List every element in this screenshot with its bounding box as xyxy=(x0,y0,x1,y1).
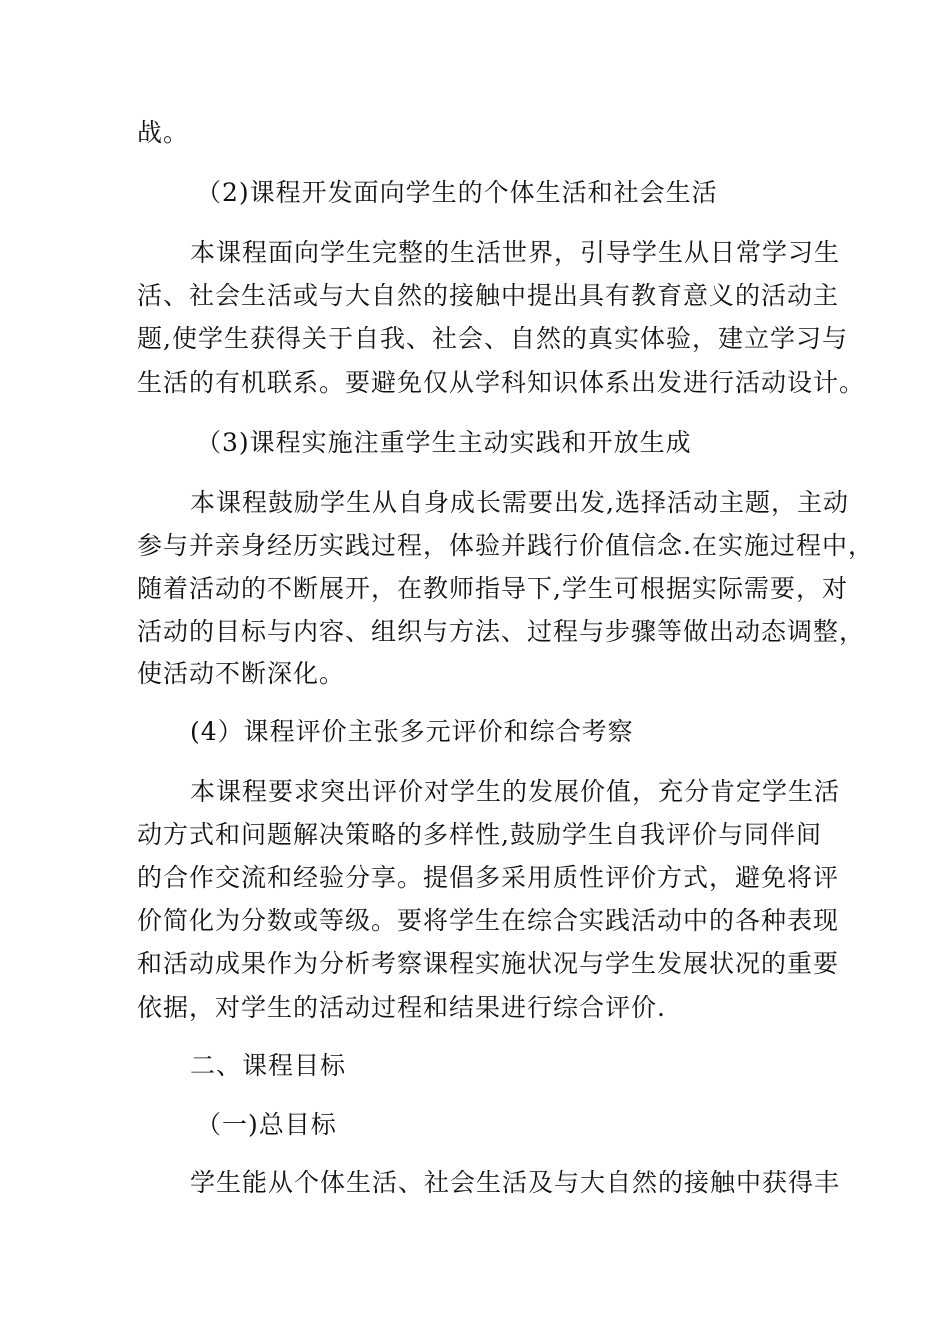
text-line: 依据，对学生的活动过程和结果进行综合评价. xyxy=(137,993,666,1022)
text-line: 生活的有机联系。要避免仅从学科知识体系出发进行活动设计。 xyxy=(137,368,866,397)
text-line: 战。 xyxy=(137,118,190,147)
chapter-heading: 二、课程目标 xyxy=(190,1051,347,1080)
text-line: 价简化为分数或等级。要将学生在综合实践活动中的各种表现 xyxy=(137,906,840,935)
text-line: 本课程鼓励学生从自身成长需要出发,选择活动主题，主动 xyxy=(190,488,849,517)
text-line: 使活动不断深化。 xyxy=(137,659,346,688)
section-heading-3: （3)课程实施注重学生主动实践和开放生成 xyxy=(196,428,692,457)
subsection-heading: （一)总目标 xyxy=(196,1110,337,1139)
text-line: 和活动成果作为分析考察课程实施状况与学生发展状况的重要 xyxy=(137,949,840,978)
text-line: 随着活动的不断展开，在教师指导下,学生可根据实际需要，对 xyxy=(137,574,848,603)
section-heading-4: (4）课程评价主张多元评价和综合考察 xyxy=(190,717,634,746)
text-line: 参与并亲身经历实践过程，体验并践行价值信念.在实施过程中， xyxy=(137,531,874,560)
text-line: 学生能从个体生活、社会生活及与大自然的接触中获得丰 xyxy=(190,1168,841,1197)
text-line: 动方式和问题解决策略的多样性,鼓励学生自我评价与同伴间 xyxy=(137,820,822,849)
text-line: 活动的目标与内容、组织与方法、过程与步骤等做出动态调整， xyxy=(137,617,866,646)
text-line: 题,使学生获得关于自我、社会、自然的真实体验，建立学习与 xyxy=(137,324,848,353)
text-line: 本课程面向学生完整的生活世界，引导学生从日常学习生 xyxy=(190,238,841,267)
section-heading-2: （2)课程开发面向学生的个体生活和社会生活 xyxy=(196,178,718,207)
text-line: 活、社会生活或与大自然的接触中提出具有教育意义的活动主 xyxy=(137,281,840,310)
text-line: 的合作交流和经验分享。提倡多采用质性评价方式，避免将评 xyxy=(137,863,840,892)
text-line: 本课程要求突出评价对学生的发展价值，充分肯定学生活 xyxy=(190,777,841,806)
